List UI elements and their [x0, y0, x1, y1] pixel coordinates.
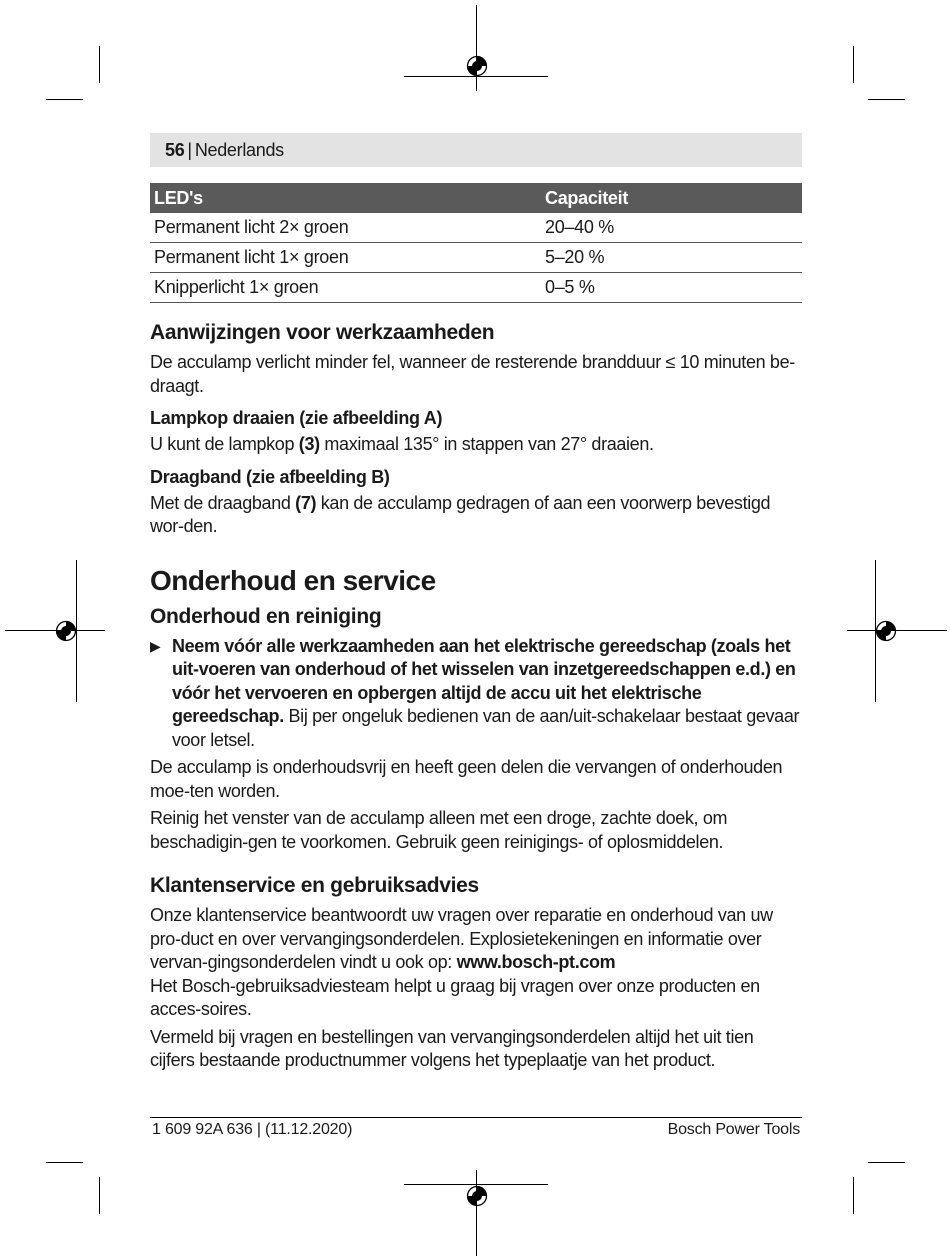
- table-cell-capacity: 0–5 %: [541, 273, 802, 303]
- safety-warning-text: [172, 635, 802, 753]
- page-content: [150, 133, 802, 1077]
- safety-warning-bold: Neem vóór alle werkzaamheden aan het elektrische gereedschap (zoals het uit-voeren van onderhoud of het wisselen van inzetgereedschappen e.d.) en vóór het vervoeren en opbergen altijd de accu uit het elektrische gereedschap.: [172, 635, 796, 726]
- registration-mark-right: [875, 620, 897, 642]
- table-row: [150, 213, 802, 243]
- header-separator: |: [187, 139, 192, 160]
- subsection-title-draagband: Draagband (zie afbeelding B): [150, 466, 390, 487]
- registration-mark-left: [55, 620, 77, 642]
- table-cell-led: Permanent licht 2× groen: [150, 213, 541, 243]
- paragraph-klantenservice: [150, 904, 802, 975]
- column-header-capacity: Capaciteit: [541, 183, 802, 213]
- paragraph-brandduur: De acculamp verlicht minder fel, wanneer de resterende brandduur ≤ 10 minuten be-draagt.: [150, 352, 795, 396]
- registration-mark-bottom: [466, 1185, 488, 1207]
- paragraph-reinigen: Reinig het venster van de acculamp alleen met een droge, zachte doek, om beschadigin-gen te voorkomen. Gebruik geen reinigings- of oplosmiddelen.: [150, 808, 728, 852]
- draagband-reference: (7): [295, 492, 317, 513]
- column-header-leds: LED's: [150, 183, 541, 213]
- paragraph-gebruiksadvies: Het Bosch-gebruiksadviesteam helpt u graag bij vragen over onze producten en acces-soires.: [150, 975, 760, 1019]
- page-header: [150, 133, 802, 167]
- paragraph-draagband: [150, 492, 802, 539]
- draagband-text-start: Met de draagband: [150, 492, 296, 513]
- footer-document-id: 1 609 92A 636 | (11.12.2020): [152, 1121, 353, 1138]
- header-language: Nederlands: [194, 139, 284, 160]
- led-capacity-table: [150, 183, 802, 303]
- table-cell-capacity: 20–40 %: [541, 213, 802, 243]
- klantenservice-text: Onze klantenservice beantwoordt uw vragen over reparatie en onderhoud van uw pro-duct en over vervangingsonderdelen. Explosietekeningen en informatie over vervan-gingsonderdelen vindt u ook op:: [150, 905, 773, 972]
- draagband-text-end: kan de acculamp gedragen of aan een voorwerp bevestigd wor-den.: [150, 492, 771, 536]
- section-title-aanwijzingen: Aanwijzingen voor werkzaamheden: [150, 321, 495, 344]
- table-header-row: [150, 183, 802, 213]
- table-cell-led: Permanent licht 1× groen: [150, 243, 541, 273]
- section-title-klantenservice: Klantenservice en gebruiksadvies: [150, 874, 479, 897]
- page-footer: [150, 1117, 802, 1139]
- safety-warning-bullet: [150, 635, 802, 753]
- bosch-website-link[interactable]: www.bosch-pt.com: [456, 952, 616, 972]
- page-number: 56: [165, 139, 185, 160]
- paragraph-productnummer: Vermeld bij vragen en bestellingen van vervangingsonderdelen altijd het uit tien cijfers bestaande productnummer volgens het typeplaatje van het product.: [150, 1026, 754, 1070]
- subsection-title-lampkop: Lampkop draaien (zie afbeelding A): [150, 408, 443, 428]
- safety-warning-normal: Bij per ongeluk bedienen van de aan/uit-schakelaar bestaat gevaar voor letsel.: [172, 706, 800, 750]
- section-title-onderhoud: Onderhoud en service: [150, 564, 436, 596]
- lampkop-text-end: maximaal 135° in stappen van 27° draaien.: [319, 434, 654, 454]
- registration-mark-top: [466, 55, 488, 77]
- paragraph-onderhoudsvrij: De acculamp is onderhoudsvrij en heeft geen delen die vervangen of onderhouden moe-ten worden.: [150, 757, 783, 801]
- footer-brand: Bosch Power Tools: [667, 1121, 800, 1138]
- table-row: [150, 243, 802, 273]
- subsection-title-reiniging: Onderhoud en reiniging: [150, 604, 382, 628]
- paragraph-lampkop: [150, 433, 802, 457]
- table-cell-capacity: 5–20 %: [541, 243, 802, 273]
- lampkop-text-start: U kunt de lampkop: [150, 434, 299, 454]
- lampkop-reference: (3): [298, 434, 320, 454]
- table-cell-led: Knipperlicht 1× groen: [150, 273, 541, 303]
- triangle-bullet-icon: ▶: [150, 637, 161, 654]
- table-row: [150, 273, 802, 303]
